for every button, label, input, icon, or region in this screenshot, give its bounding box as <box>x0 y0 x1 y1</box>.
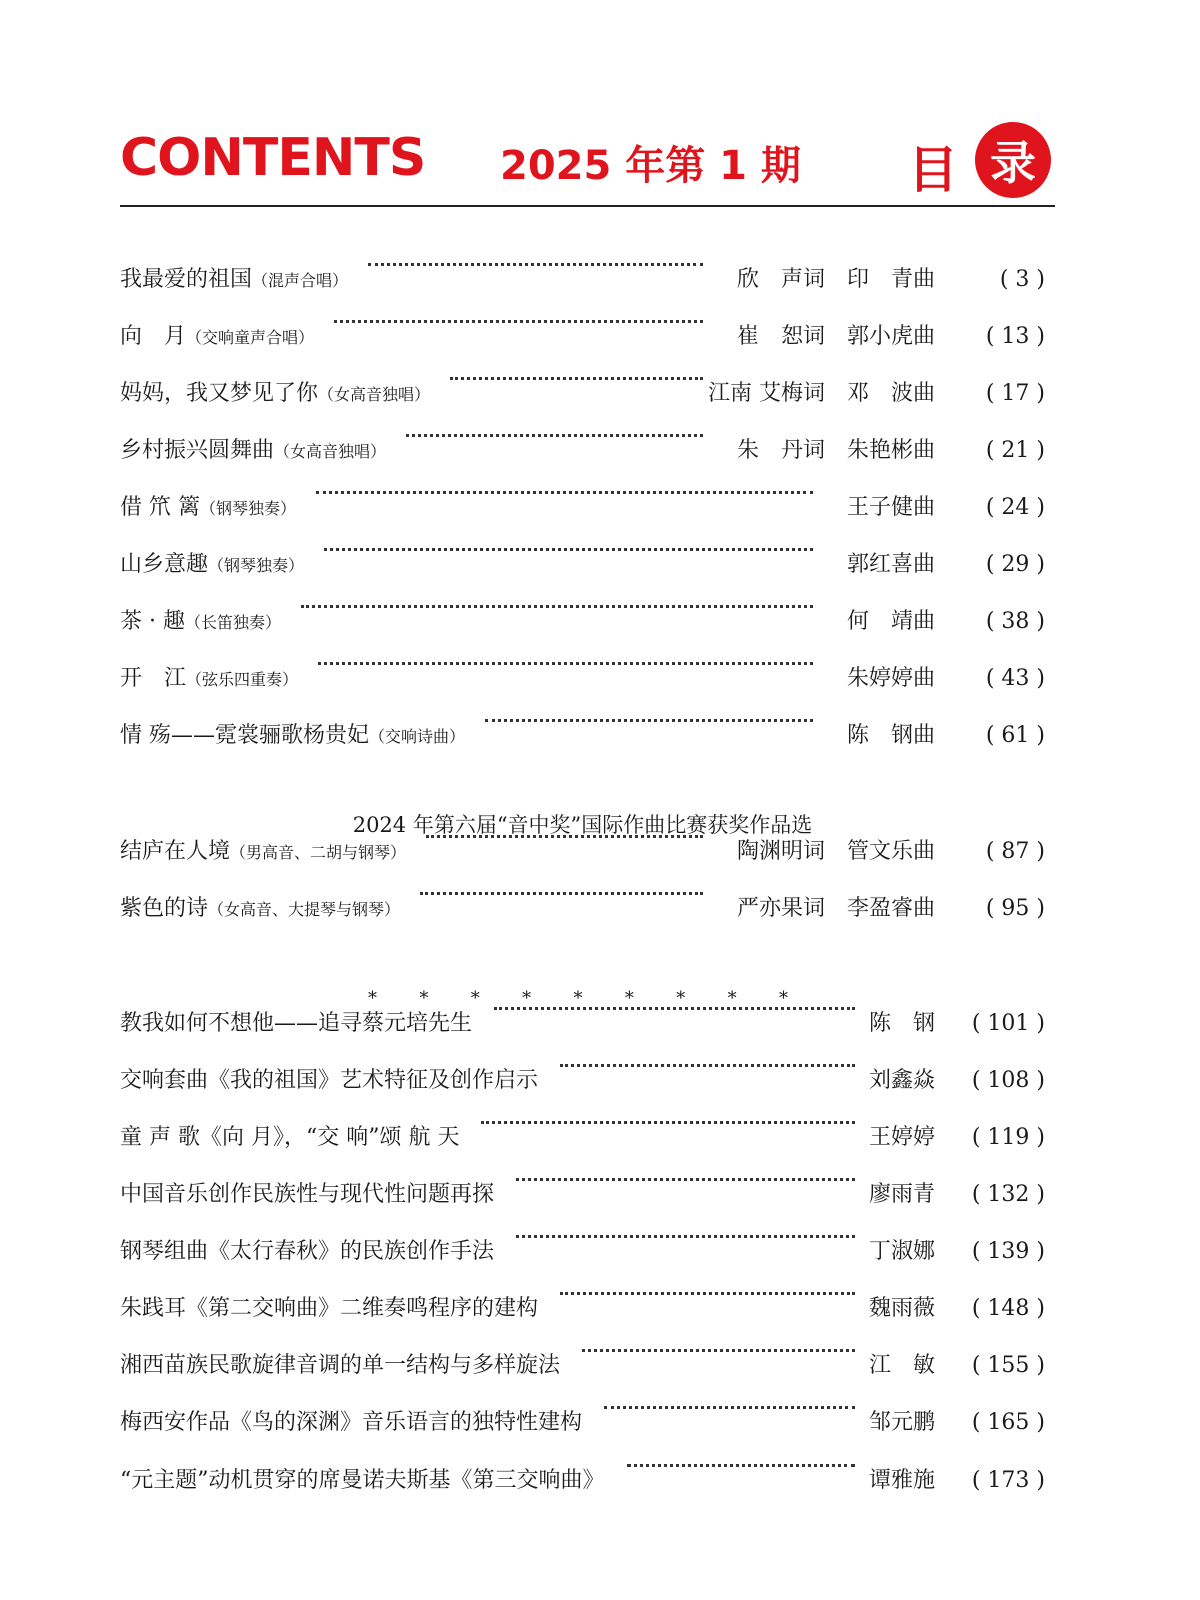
article-title: 湘西苗族民歌旋律音调的单一结构与多样旋法 <box>120 1353 561 1378</box>
dot-leader <box>318 662 813 665</box>
entry-title-text: 山乡意趣 <box>120 552 209 577</box>
divider-star: * <box>368 988 377 1009</box>
entry-lyricist: 江南 艾梅词 <box>708 381 825 406</box>
toc-entry <box>120 719 1045 753</box>
entry-composer: 朱婷婷曲 <box>846 666 935 691</box>
entry-title-text: 紫色的诗 <box>120 896 209 921</box>
dot-leader <box>604 1406 855 1409</box>
entry-title-text: 乡村振兴圆舞曲 <box>120 438 275 463</box>
divider-star: * <box>522 988 532 1009</box>
divider-star: * <box>727 988 737 1009</box>
entry-title-text: 妈妈，我又梦见了你 <box>120 381 319 406</box>
article-author: 丁淑娜 <box>868 1239 935 1264</box>
entry-note: （钢琴独奏） <box>200 499 297 518</box>
toc-entry <box>120 320 1045 354</box>
lu-circle-badge: 录 <box>975 122 1051 198</box>
article-page: ( 119 ) <box>971 1125 1045 1150</box>
entry-title <box>120 491 296 526</box>
entry-note: （女高音独唱） <box>274 442 387 461</box>
entry-note: （交响诗曲） <box>369 727 466 746</box>
dot-leader <box>560 1064 855 1067</box>
article-author: 谭雅施 <box>868 1468 935 1493</box>
entry-lyricist: 崔 恕词 <box>736 324 825 349</box>
article-page: ( 139 ) <box>971 1239 1045 1264</box>
dot-leader <box>560 1292 855 1295</box>
article-page: ( 148 ) <box>971 1296 1045 1321</box>
article-page: ( 173 ) <box>971 1468 1045 1493</box>
toc-entry <box>120 892 1045 926</box>
article-entry <box>120 1178 1045 1212</box>
entry-lyricist: 欣 声词 <box>736 267 825 292</box>
entry-note: （交响童声合唱） <box>186 328 315 347</box>
dot-leader <box>516 1235 855 1238</box>
entry-note: （长笛独奏） <box>184 613 281 632</box>
entry-note: （混声合唱） <box>252 271 349 290</box>
article-author: 江 敏 <box>868 1353 935 1378</box>
entry-composer: 郭红喜曲 <box>846 552 935 577</box>
article-entry <box>120 1064 1045 1098</box>
dot-leader <box>406 434 703 437</box>
article-author: 陈 钢 <box>868 1011 935 1036</box>
entry-title <box>120 892 400 927</box>
article-page: ( 101 ) <box>971 1011 1045 1036</box>
mu-character: 目 <box>908 141 958 199</box>
entry-note: （弦乐四重奏） <box>186 670 299 689</box>
entry-composer: 何 靖曲 <box>846 609 935 634</box>
article-entry <box>120 1406 1045 1440</box>
divider-star: * <box>624 988 634 1009</box>
entry-title <box>120 719 465 754</box>
toc-entry <box>120 835 1045 869</box>
contents-title: CONTENTS <box>120 128 426 188</box>
entry-composer: 邓 波曲 <box>846 381 935 406</box>
entry-title-text: 我最爱的祖国 <box>120 267 253 292</box>
article-page: ( 132 ) <box>971 1182 1045 1207</box>
entry-page: ( 61 ) <box>985 723 1045 748</box>
dot-leader <box>582 1349 855 1352</box>
dot-leader <box>516 1178 855 1181</box>
entry-composer: 管文乐曲 <box>846 839 935 864</box>
entry-title <box>120 605 281 640</box>
toc-entry <box>120 548 1045 582</box>
entry-title-text: 开 江 <box>120 666 187 691</box>
article-title: 梅西安作品《鸟的深渊》音乐语言的独特性建构 <box>120 1410 583 1435</box>
entry-lyricist: 陶渊明词 <box>736 839 825 864</box>
article-entry <box>120 1007 1045 1041</box>
divider-star: * <box>779 988 788 1009</box>
entry-title <box>120 263 348 298</box>
entry-composer: 印 青曲 <box>846 267 935 292</box>
entry-title-text: 茶 · 趣 <box>120 609 185 634</box>
divider-star: * <box>419 988 429 1009</box>
entry-page: ( 13 ) <box>985 324 1045 349</box>
dot-leader <box>485 719 813 722</box>
article-author: 邹元鹏 <box>868 1410 935 1435</box>
dot-leader <box>324 548 813 551</box>
entry-note: （女高音独唱） <box>318 385 431 404</box>
entry-lyricist: 朱 丹词 <box>736 438 825 463</box>
entry-composer: 郭小虎曲 <box>846 324 935 349</box>
entry-composer: 李盈睿曲 <box>846 896 935 921</box>
entry-note: （钢琴独奏） <box>208 556 305 575</box>
entry-page: ( 29 ) <box>985 552 1045 577</box>
toc-entry <box>120 491 1045 525</box>
toc-entry <box>120 605 1045 639</box>
section-heading: 2024 年第六届“音中奖”国际作曲比赛获奖作品选 <box>352 813 813 837</box>
article-author: 魏雨薇 <box>868 1296 935 1321</box>
article-title: 教我如何不想他——追寻蔡元培先生 <box>120 1011 473 1036</box>
entry-title-text: 情 殇——霓裳骊歌杨贵妃 <box>120 723 369 748</box>
entry-page: ( 3 ) <box>999 267 1045 292</box>
toc-entry <box>120 377 1045 411</box>
divider-star: * <box>573 988 583 1009</box>
dot-leader <box>301 605 813 608</box>
article-entry <box>120 1292 1045 1326</box>
article-title: 中国音乐创作民族性与现代性问题再探 <box>120 1182 495 1207</box>
dot-leader <box>481 1121 855 1124</box>
dot-leader <box>426 835 703 838</box>
entry-page: ( 24 ) <box>985 495 1045 520</box>
entry-title <box>120 662 298 697</box>
dot-leader <box>334 320 703 323</box>
article-page: ( 108 ) <box>971 1068 1045 1093</box>
entry-title-text: 借 笊 篱 <box>120 495 200 520</box>
entry-title-text: 向 月 <box>120 324 187 349</box>
header-rule <box>120 205 1055 207</box>
toc-entry <box>120 434 1045 468</box>
article-page: ( 165 ) <box>971 1410 1045 1435</box>
entry-lyricist: 严亦果词 <box>736 896 825 921</box>
article-title: 钢琴组曲《太行春秋》的民族创作手法 <box>120 1239 495 1264</box>
article-author: 廖雨青 <box>868 1182 935 1207</box>
dot-leader <box>420 892 703 895</box>
article-entry <box>120 1464 1045 1498</box>
entry-note: （女高音、大提琴与钢琴） <box>208 900 401 919</box>
issue-label: 2025 年第 1 期 <box>500 143 801 189</box>
entry-page: ( 95 ) <box>985 896 1045 921</box>
toc-entry <box>120 662 1045 696</box>
toc-header <box>120 122 1055 198</box>
article-title: 朱践耳《第二交响曲》二维奏鸣程序的建构 <box>120 1296 539 1321</box>
dot-leader <box>450 377 703 380</box>
article-title: “元主题”动机贯穿的席曼诺夫斯基《第三交响曲》 <box>120 1468 605 1493</box>
entry-title <box>120 377 430 412</box>
entry-title <box>120 548 304 583</box>
entry-title-text: 结庐在人境 <box>120 839 231 864</box>
article-entry <box>120 1349 1045 1383</box>
entry-title <box>120 320 314 355</box>
dot-leader <box>368 263 703 266</box>
entry-page: ( 43 ) <box>985 666 1045 691</box>
entry-composer: 朱艳彬曲 <box>846 438 935 463</box>
entry-note: （男高音、二胡与钢琴） <box>230 843 407 862</box>
article-page: ( 155 ) <box>971 1353 1045 1378</box>
entry-composer: 陈 钢曲 <box>846 723 935 748</box>
entry-page: ( 38 ) <box>985 609 1045 634</box>
entry-composer: 王子健曲 <box>846 495 935 520</box>
article-title: 童 声 歌《向 月》，“交 响”颂 航 天 <box>120 1125 460 1150</box>
entry-title <box>120 434 386 469</box>
article-entry <box>120 1235 1045 1269</box>
article-author: 王婷婷 <box>868 1125 935 1150</box>
divider-star: * <box>676 988 686 1009</box>
article-entry <box>120 1121 1045 1155</box>
entry-title <box>120 835 406 870</box>
article-title: 交响套曲《我的祖国》艺术特征及创作启示 <box>120 1068 539 1093</box>
entry-page: ( 87 ) <box>985 839 1045 864</box>
toc-entry <box>120 263 1045 297</box>
dot-leader <box>316 491 813 494</box>
entry-page: ( 21 ) <box>985 438 1045 463</box>
divider-stars <box>368 988 788 1009</box>
dot-leader <box>627 1464 856 1467</box>
entry-page: ( 17 ) <box>985 381 1045 406</box>
article-author: 刘鑫焱 <box>868 1068 935 1093</box>
dot-leader <box>494 1007 855 1010</box>
divider-star: * <box>470 988 480 1009</box>
